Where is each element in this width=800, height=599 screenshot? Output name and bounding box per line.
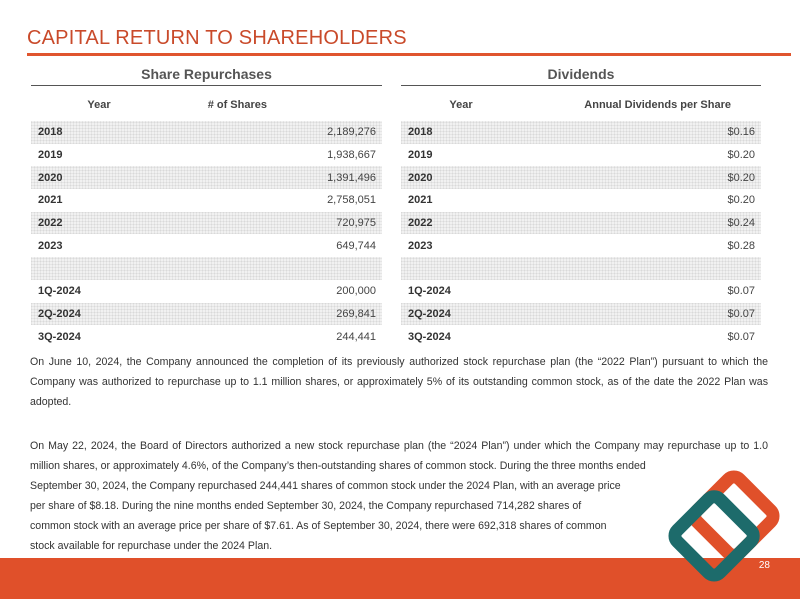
row-year: 2019 bbox=[38, 149, 63, 162]
row-value: 2,189,276 bbox=[327, 126, 376, 139]
row-value: 2,758,051 bbox=[327, 194, 376, 207]
row-value: $0.16 bbox=[727, 126, 755, 139]
page-title: CAPITAL RETURN TO SHAREHOLDERS bbox=[27, 27, 407, 49]
row-value: 244,441 bbox=[336, 330, 376, 343]
title-divider bbox=[27, 53, 791, 56]
row-value: 649,744 bbox=[336, 239, 376, 252]
paragraph-line: stock available for repurchase under the 2024 Plan. bbox=[30, 540, 273, 552]
row-year: 3Q-2024 bbox=[408, 330, 451, 343]
row-year: 2020 bbox=[408, 171, 433, 184]
row-value: 200,000 bbox=[336, 285, 376, 298]
table-row bbox=[31, 325, 382, 348]
company-logo-icon bbox=[668, 470, 780, 582]
table-row bbox=[401, 144, 761, 167]
table-row bbox=[31, 212, 382, 235]
page-number: 28 bbox=[758, 560, 770, 571]
paragraph-2022-plan: On June 10, 2024, the Company announced the completion of its previously authorized stock repurchase plan (the “2022 Plan”) pursuant to which the Company was authorized to repurchase up to 1.1 million shares, or approximately 5% of its outstanding common stock, as of the date the 2022 Plan was adopted. bbox=[30, 356, 768, 408]
table-row bbox=[401, 166, 761, 189]
row-year: 2Q-2024 bbox=[38, 307, 81, 320]
column-header-year: Year bbox=[87, 99, 111, 111]
row-value: $0.07 bbox=[727, 330, 755, 343]
row-value: $0.20 bbox=[727, 171, 755, 184]
row-value: $0.20 bbox=[727, 149, 755, 162]
paragraph-line: September 30, 2024, the Company repurchased 244,441 shares of common stock under the 2024 Plan, with an average price bbox=[30, 480, 621, 492]
table-row bbox=[31, 234, 382, 257]
row-year: 1Q-2024 bbox=[408, 285, 451, 298]
table-row-spacer bbox=[31, 257, 382, 280]
row-value: $0.20 bbox=[727, 194, 755, 207]
row-year: 2022 bbox=[38, 217, 63, 230]
row-value: 720,975 bbox=[336, 217, 376, 230]
share-repurchases-column-headers bbox=[31, 86, 382, 121]
row-value: $0.07 bbox=[727, 307, 755, 320]
row-value: $0.28 bbox=[727, 239, 755, 252]
table-row bbox=[401, 189, 761, 212]
dividends-column-headers bbox=[401, 86, 761, 121]
table-row bbox=[401, 234, 761, 257]
table-row bbox=[31, 189, 382, 212]
dividends-heading: Dividends bbox=[401, 66, 761, 86]
row-year: 2019 bbox=[408, 149, 433, 162]
row-year: 1Q-2024 bbox=[38, 285, 81, 298]
column-header-dividends: Annual Dividends per Share bbox=[584, 99, 731, 111]
table-row bbox=[401, 121, 761, 144]
paragraph-2024-plan bbox=[30, 436, 768, 556]
row-year: 2018 bbox=[408, 126, 433, 139]
table-row bbox=[401, 303, 761, 326]
share-repurchases-panel bbox=[31, 66, 382, 348]
table-row bbox=[31, 166, 382, 189]
column-header-shares: # of Shares bbox=[207, 99, 267, 111]
row-value: 1,391,496 bbox=[327, 171, 376, 184]
row-year: 2Q-2024 bbox=[408, 307, 451, 320]
paragraph-line: common stock with an average price per share of $7.61. As of September 30, 2024, there were 692,318 shares of common bbox=[30, 520, 607, 532]
row-year: 2022 bbox=[408, 217, 433, 230]
table-row bbox=[401, 325, 761, 348]
dividends-panel bbox=[401, 66, 761, 348]
table-row bbox=[31, 280, 382, 303]
table-row bbox=[31, 121, 382, 144]
table-row-spacer bbox=[401, 257, 761, 280]
row-year: 2021 bbox=[408, 194, 433, 207]
share-repurchases-heading: Share Repurchases bbox=[31, 66, 382, 86]
row-value: $0.07 bbox=[727, 285, 755, 298]
row-value: $0.24 bbox=[727, 217, 755, 230]
share-repurchases-table bbox=[31, 121, 382, 348]
row-value: 1,938,667 bbox=[327, 149, 376, 162]
table-row bbox=[31, 144, 382, 167]
table-row bbox=[401, 280, 761, 303]
table-row bbox=[401, 212, 761, 235]
row-year: 2021 bbox=[38, 194, 63, 207]
row-year: 2023 bbox=[408, 239, 433, 252]
column-header-year: Year bbox=[449, 99, 473, 111]
table-row bbox=[31, 303, 382, 326]
row-year: 3Q-2024 bbox=[38, 330, 81, 343]
paragraph-line: per share of $8.18. During the nine months ended September 30, 2024, the Company repurchased 714,282 shares of bbox=[30, 500, 582, 512]
dividends-table bbox=[401, 121, 761, 348]
paragraph-line: On May 22, 2024, the Board of Directors authorized a new stock repurchase plan (the “2024 Plan”) under which the Company may repurchase up to 1.0 million shares, or approximately 4.6%, of the Company’s then-outstanding shares of common stock. During the three months ended bbox=[30, 440, 768, 472]
row-year: 2023 bbox=[38, 239, 63, 252]
row-value: 269,841 bbox=[336, 307, 376, 320]
row-year: 2018 bbox=[38, 126, 63, 139]
row-year: 2020 bbox=[38, 171, 63, 184]
